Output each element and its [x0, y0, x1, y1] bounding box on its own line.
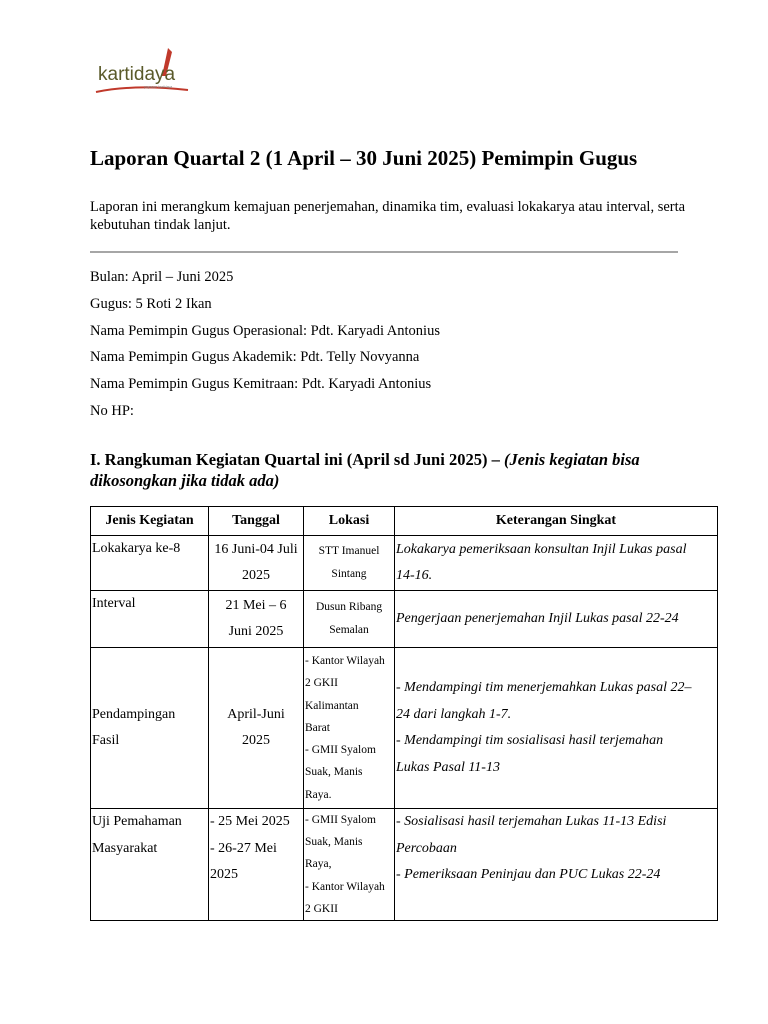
cell-line: - 26-27 Mei: [210, 840, 277, 856]
cell-tanggal: [209, 809, 304, 921]
cell-line: Semalan: [329, 624, 369, 636]
meta-gugus: Gugus: 5 Roti 2 Ikan: [90, 295, 212, 312]
cell-line: 24 dari langkah 1-7.: [396, 706, 512, 722]
meta-pemimpin-akademik: Nama Pemimpin Gugus Akademik: Pdt. Telly Novyanna: [90, 349, 420, 366]
cell-line: Juni 2025: [228, 624, 284, 639]
cell-tanggal: [209, 536, 304, 591]
cell-line: Masyarakat: [92, 840, 158, 856]
table-row: [91, 648, 718, 809]
header-tanggal: Tanggal: [209, 507, 304, 536]
activities-table: [90, 506, 718, 921]
cell-line: Fasil: [92, 733, 120, 748]
logo-tagline: yayasan kartidaya: [144, 85, 173, 89]
cell-keterangan: [395, 536, 718, 591]
cell-line: Suak, Manis: [305, 836, 363, 849]
cell-line: Sintang: [331, 568, 367, 580]
header-lokasi: Lokasi: [304, 507, 395, 536]
cell-jenis: [91, 809, 209, 921]
logo-wordmark: kartidaya: [98, 64, 176, 85]
cell-line: 2025: [242, 733, 270, 748]
meta-pemimpin-operasional: Nama Pemimpin Gugus Operasional: Pdt. Karyadi Antonius: [90, 322, 440, 339]
cell-line: Raya.: [305, 788, 332, 801]
cell-line: Suak, Manis: [305, 766, 363, 779]
cell-line: Lokakarya pemeriksaan konsultan Injil Lukas pasal: [396, 541, 687, 557]
header-keterangan-singkat: Keterangan Singkat: [395, 507, 718, 536]
cell-line: - 25 Mei 2025: [210, 814, 290, 829]
section-heading-rangkuman: [90, 449, 700, 491]
cell-lokasi: [304, 809, 395, 921]
cell-line: 14-16.: [396, 568, 433, 583]
cell-keterangan: [395, 648, 718, 809]
cell-line: - Mendampingi tim sosialisasi hasil terjemahan: [396, 733, 664, 748]
cell-line: Dusun Ribang: [315, 600, 383, 613]
cell-line: 2 GKII: [305, 902, 338, 915]
cell-lokasi: [304, 648, 395, 809]
cell-jenis: [91, 591, 209, 648]
cell-line: - GMII Syalom: [305, 744, 376, 757]
section-heading-note: (Jenis kegiatan bisa dikosongkan jika tidak ada): [90, 450, 640, 490]
cell-line: - Mendampingi tim menerjemahkan Lukas pasal 22–: [396, 680, 692, 695]
cell-jenis: [91, 536, 209, 591]
section-heading-main: I. Rangkuman Kegiatan Quartal ini (April sd Juni 2025) –: [90, 450, 504, 469]
cell-keterangan: [395, 809, 718, 921]
cell-tanggal: [209, 591, 304, 648]
cell-line: - Kantor Wilayah: [305, 880, 385, 893]
cell-line: Barat: [305, 721, 330, 734]
header-jenis-kegiatan: Jenis Kegiatan: [91, 507, 209, 536]
cell-line: 2 GKII: [305, 677, 338, 690]
table-row: [91, 536, 718, 591]
horizontal-divider: [90, 251, 678, 253]
cell-line: - Sosialisasi hasil terjemahan Lukas 11-13 Edisi: [396, 814, 667, 829]
document-title: Laporan Quartal 2 (1 April – 30 Juni 2025) Pemimpin Gugus: [90, 146, 638, 170]
table-header-row: [91, 507, 718, 536]
kartidaya-logo: [94, 46, 194, 98]
cell-tanggal: [209, 648, 304, 809]
meta-bulan: Bulan: April – Juni 2025: [90, 269, 234, 285]
cell-line: - GMII Syalom: [305, 814, 376, 826]
cell-line: Raya,: [305, 858, 332, 871]
cell-line: April-Juni: [227, 706, 285, 722]
cell-line: 2025: [242, 568, 270, 583]
cell-lokasi: [304, 536, 395, 591]
logo-graphic: [94, 46, 194, 98]
cell-line: 2025: [210, 867, 238, 882]
document-subtitle: Laporan ini merangkum kemajuan penerjemahan, dinamika tim, evaluasi lokakarya atau interval, serta kebutuhan tindak lanjut.: [90, 199, 686, 233]
cell-lokasi: [304, 591, 395, 648]
cell-line: Uji Pemahaman: [92, 814, 182, 829]
cell-line: Percobaan: [396, 840, 457, 856]
meta-no-hp: No HP:: [90, 402, 134, 419]
cell-line: Lukas Pasal 11-13: [396, 759, 500, 775]
cell-line: Interval: [92, 596, 136, 611]
cell-line: STT Imanuel: [318, 544, 380, 557]
cell-line: Lokakarya ke-8: [92, 541, 181, 556]
meta-pemimpin-kemitraan: Nama Pemimpin Gugus Kemitraan: Pdt. Karyadi Antonius: [90, 376, 432, 393]
table-row: [91, 809, 718, 921]
cell-line: - Pemeriksaan Peninjau dan PUC Lukas 22-24: [396, 867, 661, 882]
cell-line: - Kantor Wilayah: [305, 655, 385, 668]
report-meta-list: [90, 268, 690, 429]
cell-jenis: [91, 648, 209, 809]
cell-line: Pengerjaan penerjemahan Injil Lukas pasal 22-24: [396, 610, 679, 626]
cell-line: 21 Mei – 6: [225, 597, 287, 613]
table-row: [91, 591, 718, 648]
cell-line: Pendampingan: [92, 706, 176, 722]
cell-line: 16 Juni-04 Juli: [214, 541, 298, 557]
cell-line: Kalimantan: [305, 699, 359, 712]
cell-keterangan: [395, 591, 718, 648]
